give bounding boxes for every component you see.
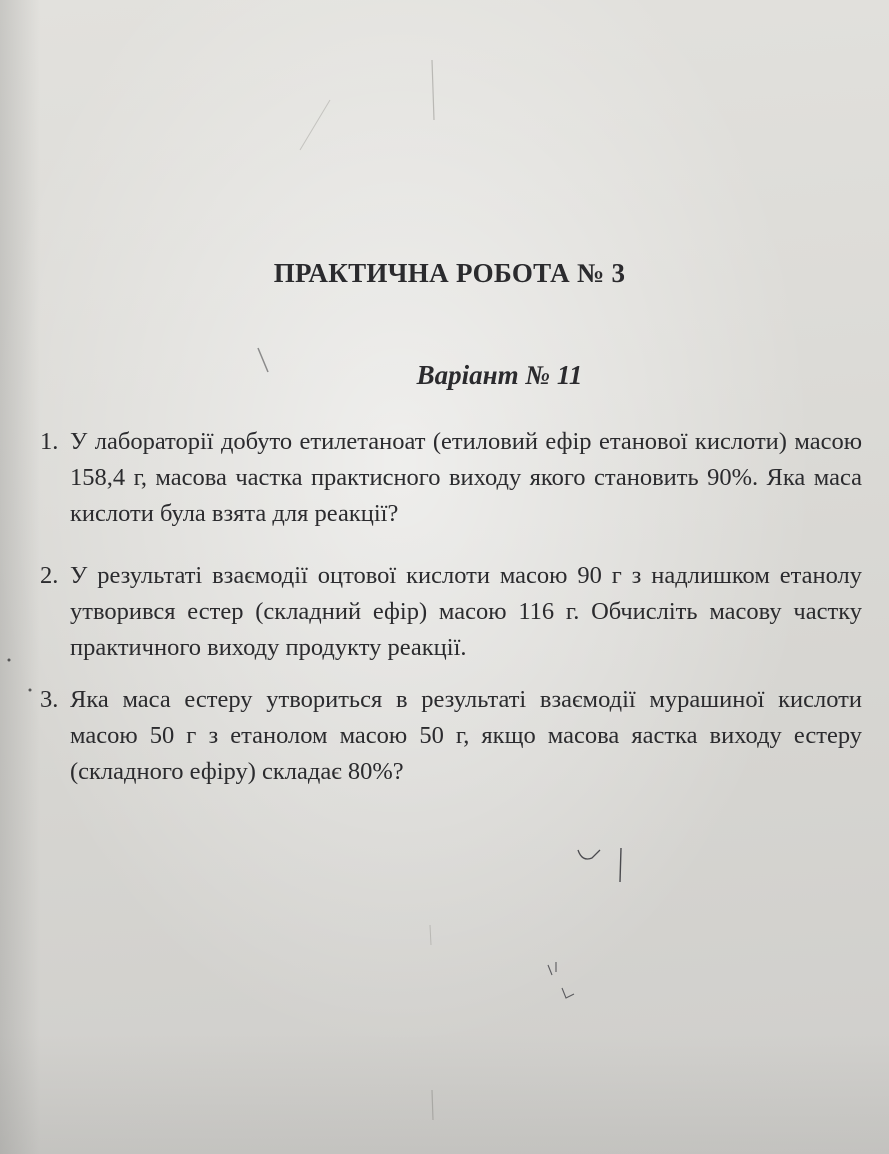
task-number: 2.	[40, 562, 59, 589]
task-text: Яка маса естеру утвориться в результаті взаємодії мурашиної кислоти масою 50 г з етанолом масою 50 г, якщо масова яастка виходу естеру (складного ефіру) складає 80%?	[70, 686, 862, 785]
stray-dot	[8, 659, 11, 662]
task-text: У лабораторії добуто етилетаноат (етиловий ефір етанової кислоти) масою 158,4 г, масова частка практисного виходу якого становить 90%. Яка маса кислоти була взята для реакції?	[70, 428, 862, 527]
task-number: 1.	[40, 428, 59, 455]
pen-scribble	[620, 848, 621, 882]
task-number: 3.	[40, 686, 59, 713]
stray-mark	[258, 348, 268, 372]
pen-scribble	[562, 988, 574, 998]
fold-crease-mark	[430, 925, 431, 945]
task-text: У результаті взаємодії оцтової кислоти масою 90 г з надлишком етанолу утворився естер (складний ефір) масою 116 г. Обчисліть масову частку практичного виходу продукту реакції.	[70, 562, 862, 661]
fold-crease-mark	[300, 100, 330, 150]
pen-scribble	[548, 962, 556, 975]
pen-scribble	[578, 850, 600, 859]
stray-dot	[29, 689, 32, 692]
fold-crease-mark	[432, 1090, 433, 1120]
variant-heading: Варіант № 11	[416, 360, 583, 390]
document-title: ПРАКТИЧНА РОБОТА № 3	[273, 258, 626, 288]
fold-crease-mark	[432, 60, 434, 120]
